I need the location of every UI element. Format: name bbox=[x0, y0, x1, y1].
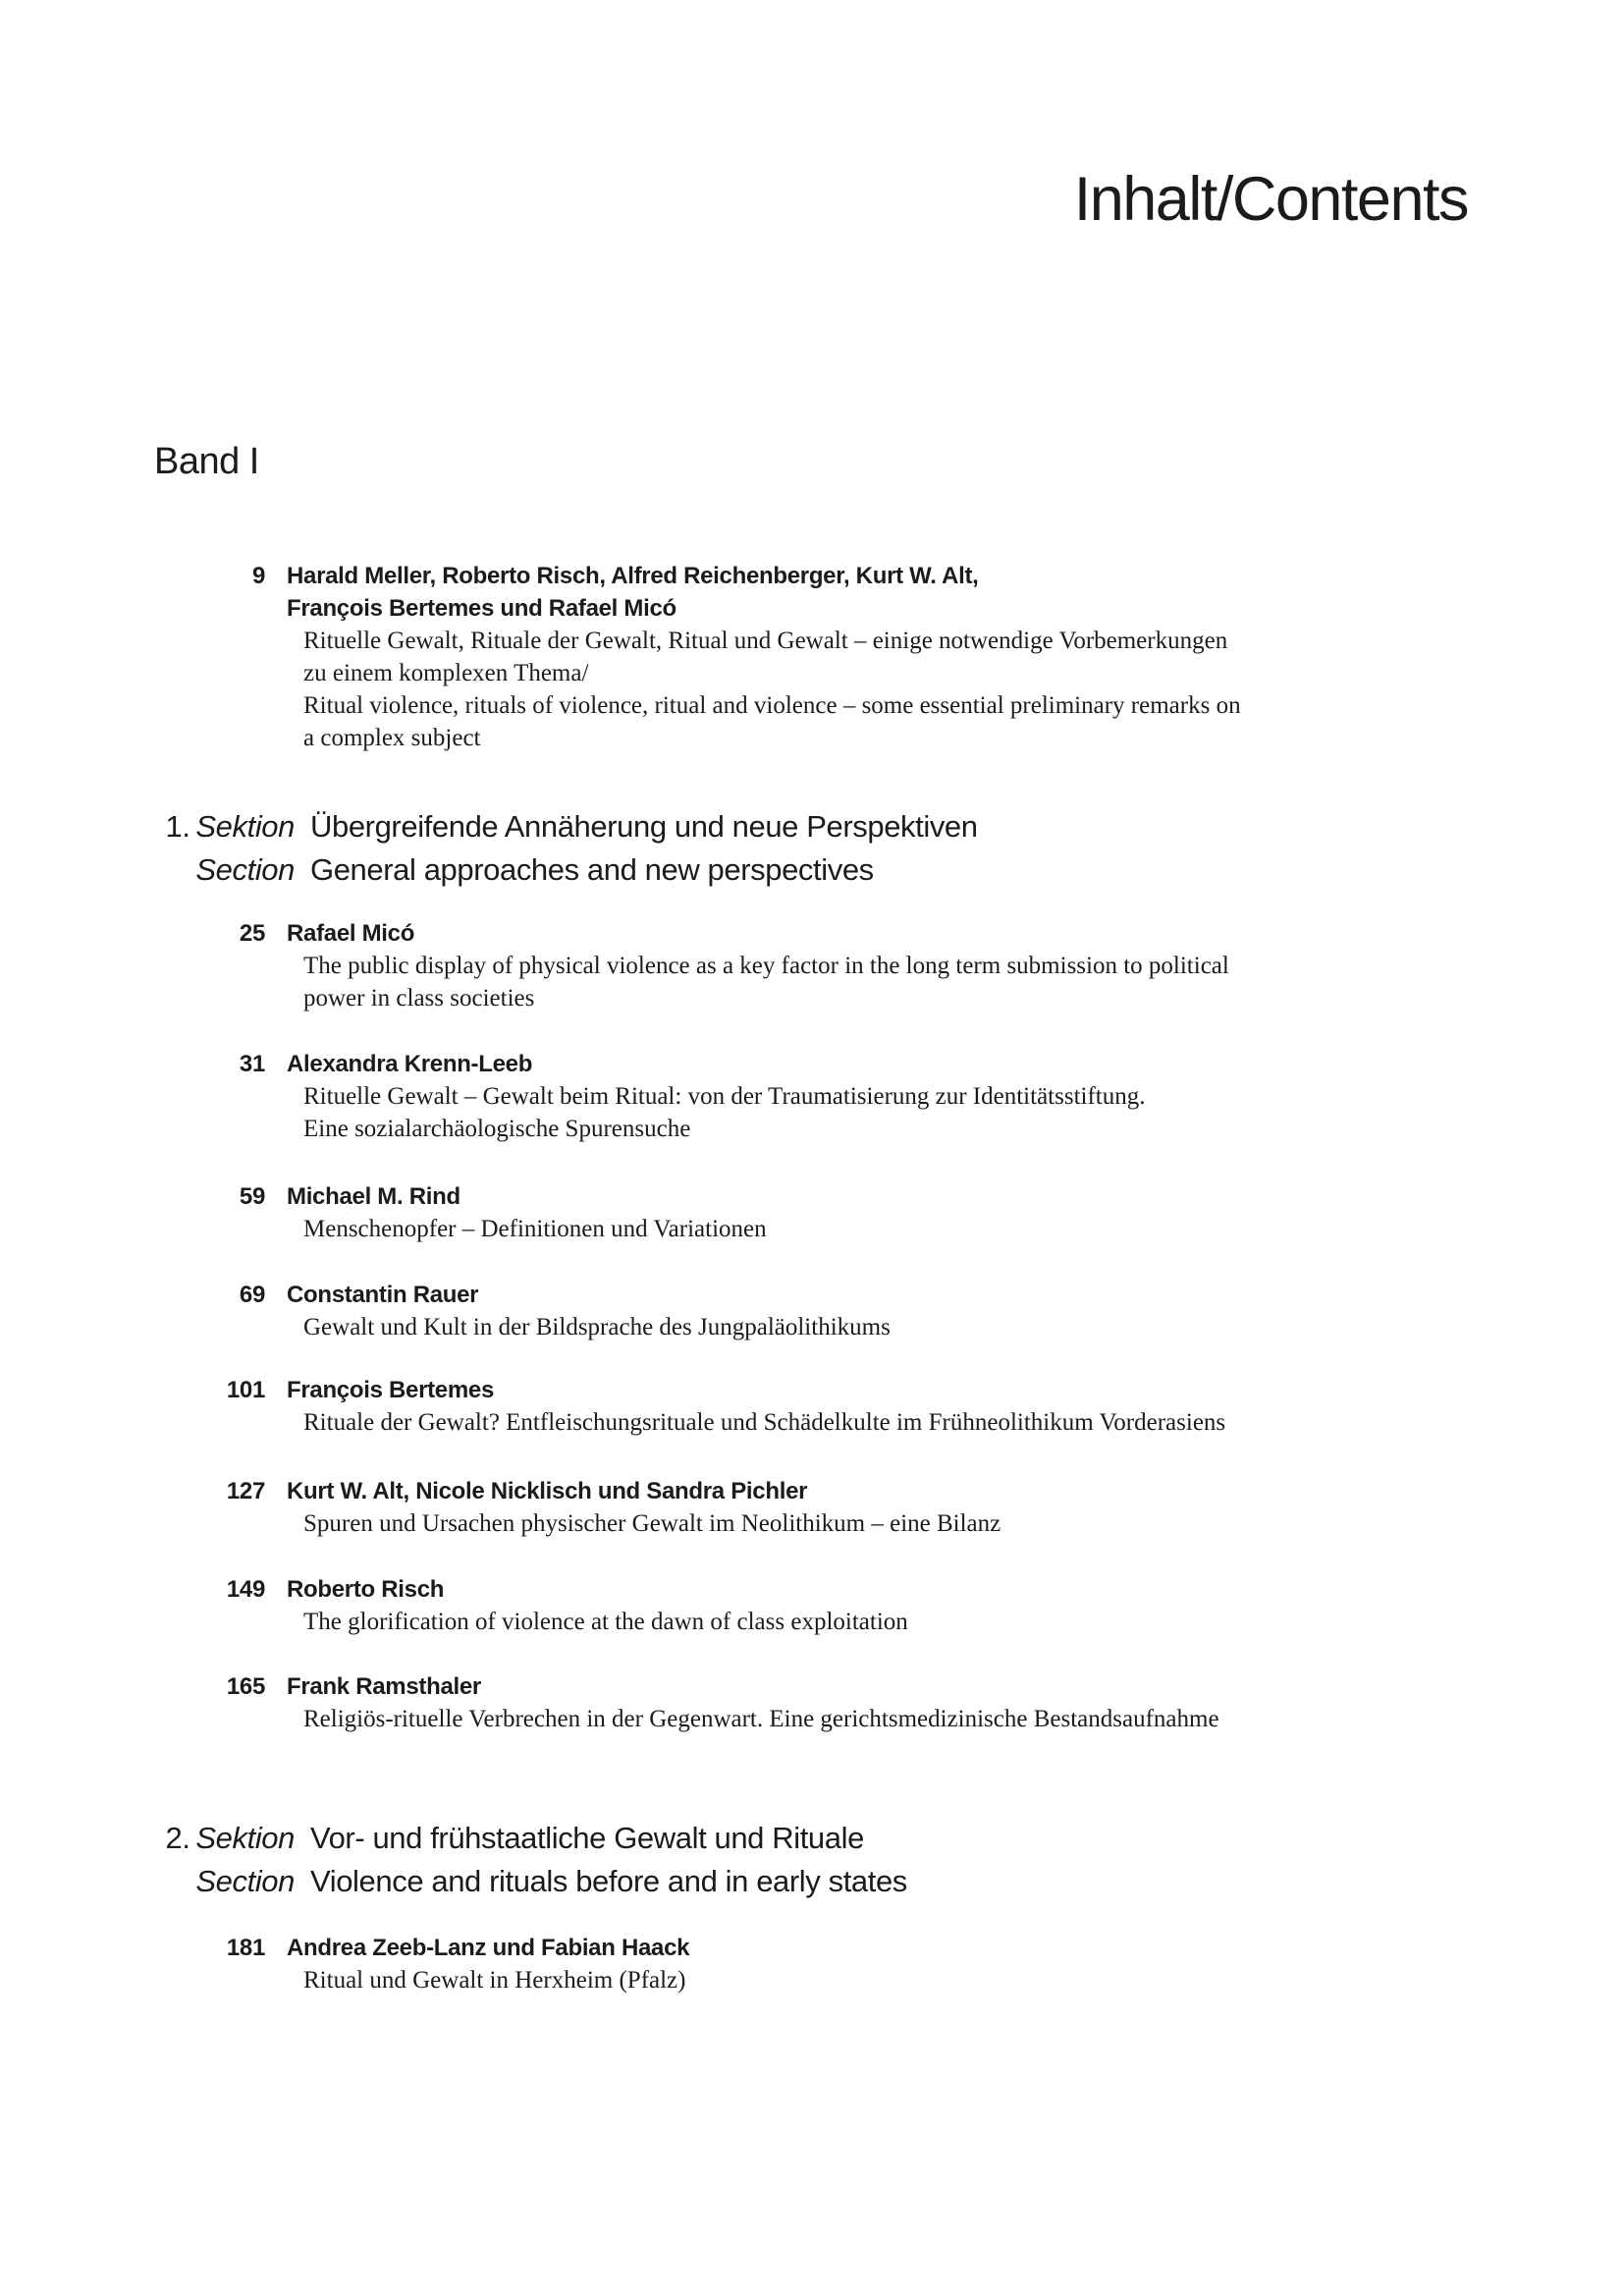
page-title: Inhalt/Contents bbox=[1073, 165, 1468, 234]
toc-entry bbox=[147, 1670, 1324, 1735]
entry-title-line: Menschenopfer – Definitionen und Variationen bbox=[303, 1216, 767, 1242]
entry-authors: Constantin Rauer bbox=[287, 1282, 479, 1308]
entry-authors: Kurt W. Alt, Nicole Nicklisch und Sandra Pichler bbox=[287, 1478, 808, 1504]
entry-title-line: Gewalt und Kult in der Bildsprache des Jungpaläolithikums bbox=[303, 1314, 891, 1340]
entry-title-line: The public display of physical violence as a key factor in the long term submission to political bbox=[303, 953, 1229, 979]
entry-authors: François Bertemes bbox=[287, 1377, 494, 1403]
entry-page-number: 165 bbox=[226, 1673, 265, 1700]
entry-authors: Harald Meller, Roberto Risch, Alfred Reichenberger, Kurt W. Alt, bbox=[287, 563, 979, 589]
volume-heading: Band I bbox=[154, 441, 259, 482]
entry-page-number: 181 bbox=[226, 1935, 265, 1961]
entry-title-line: Ritual violence, rituals of violence, ritual and violence – some essential preliminary remarks on bbox=[303, 692, 1241, 719]
section-heading bbox=[150, 805, 1390, 892]
entry-page-number: 9 bbox=[251, 563, 265, 589]
toc-entry bbox=[147, 1475, 1324, 1540]
section-titles bbox=[310, 1817, 1390, 1903]
entry-title-line: Ritual und Gewalt in Herxheim (Pfalz) bbox=[303, 1967, 686, 1994]
entry-authors: François Bertemes und Rafael Micó bbox=[287, 595, 676, 622]
section-heading bbox=[150, 1817, 1390, 1903]
entry-title-line: Rituelle Gewalt – Gewalt beim Ritual: von der Traumatisierung zur Identitätsstiftung. bbox=[303, 1083, 1146, 1110]
entry-authors: Michael M. Rind bbox=[287, 1183, 460, 1210]
entry-body bbox=[287, 1374, 1324, 1439]
entry-page-number: 149 bbox=[226, 1576, 265, 1603]
entry-title-line: Religiös-rituelle Verbrechen in der Gegenwart. Eine gerichtsmedizinische Bestandsaufnahme bbox=[303, 1706, 1219, 1732]
entry-title-line: Eine sozialarchäologische Spurensuche bbox=[303, 1116, 691, 1142]
section-number: 1. bbox=[165, 809, 190, 844]
section-title-en: Violence and rituals before and in early states bbox=[310, 1864, 907, 1898]
entry-body bbox=[287, 1573, 1324, 1638]
entry-authors: Andrea Zeeb-Lanz und Fabian Haack bbox=[287, 1935, 690, 1961]
section-titles bbox=[310, 805, 1390, 892]
entry-authors: Roberto Risch bbox=[287, 1576, 445, 1603]
entry-authors: Rafael Micó bbox=[287, 920, 415, 947]
section-labels bbox=[150, 805, 295, 892]
entry-body bbox=[287, 917, 1324, 1014]
toc-entry bbox=[147, 1048, 1324, 1145]
toc-entry bbox=[147, 1279, 1324, 1343]
entry-title-line: a complex subject bbox=[303, 725, 481, 751]
section-labels bbox=[150, 1817, 295, 1903]
entry-body bbox=[287, 1475, 1324, 1540]
entry-body bbox=[287, 1670, 1324, 1735]
toc-entry bbox=[147, 1180, 1324, 1245]
toc-entry bbox=[147, 917, 1324, 1014]
section-label-en: Section bbox=[195, 852, 295, 887]
entry-page-number: 69 bbox=[239, 1282, 265, 1308]
section-title-en: General approaches and new perspectives bbox=[310, 852, 874, 887]
entry-body bbox=[287, 1048, 1324, 1145]
toc-entry bbox=[147, 1573, 1324, 1638]
entry-page-number: 31 bbox=[239, 1051, 265, 1077]
entry-title-line: zu einem komplexen Thema/ bbox=[303, 660, 589, 686]
section-title-de: Übergreifende Annäherung und neue Perspektiven bbox=[310, 809, 978, 844]
section-label-en: Section bbox=[195, 1864, 295, 1898]
entry-title-line: power in class societies bbox=[303, 985, 535, 1011]
toc-entry bbox=[147, 1932, 1324, 1996]
entry-authors: Frank Ramsthaler bbox=[287, 1673, 481, 1700]
entry-title-line: Spuren und Ursachen physischer Gewalt im Neolithikum – eine Bilanz bbox=[303, 1510, 1001, 1537]
section-title-de: Vor- und frühstaatliche Gewalt und Rituale bbox=[310, 1821, 864, 1855]
toc-entry bbox=[147, 1374, 1324, 1439]
entry-title-line: Rituale der Gewalt? Entfleischungsrituale und Schädelkulte im Frühneolithikum Vorderasiens bbox=[303, 1409, 1226, 1436]
entry-page-number: 59 bbox=[239, 1183, 265, 1210]
entry-title-line: Rituelle Gewalt, Rituale der Gewalt, Ritual und Gewalt – einige notwendige Vorbemerkungen bbox=[303, 628, 1228, 654]
section-label-de: 2. Sektion bbox=[165, 1821, 295, 1855]
entry-page-number: 127 bbox=[226, 1478, 265, 1504]
toc-entry bbox=[147, 560, 1324, 754]
entry-body bbox=[287, 560, 1324, 754]
entry-body bbox=[287, 1932, 1324, 1996]
entry-page-number: 101 bbox=[226, 1377, 265, 1403]
entry-page-number: 25 bbox=[239, 920, 265, 947]
section-label-de: 1. Sektion bbox=[165, 809, 295, 844]
entry-title-line: The glorification of violence at the dawn of class exploitation bbox=[303, 1609, 908, 1635]
section-number: 2. bbox=[165, 1821, 190, 1855]
entry-body bbox=[287, 1180, 1324, 1245]
entry-authors: Alexandra Krenn-Leeb bbox=[287, 1051, 533, 1077]
entry-body bbox=[287, 1279, 1324, 1343]
